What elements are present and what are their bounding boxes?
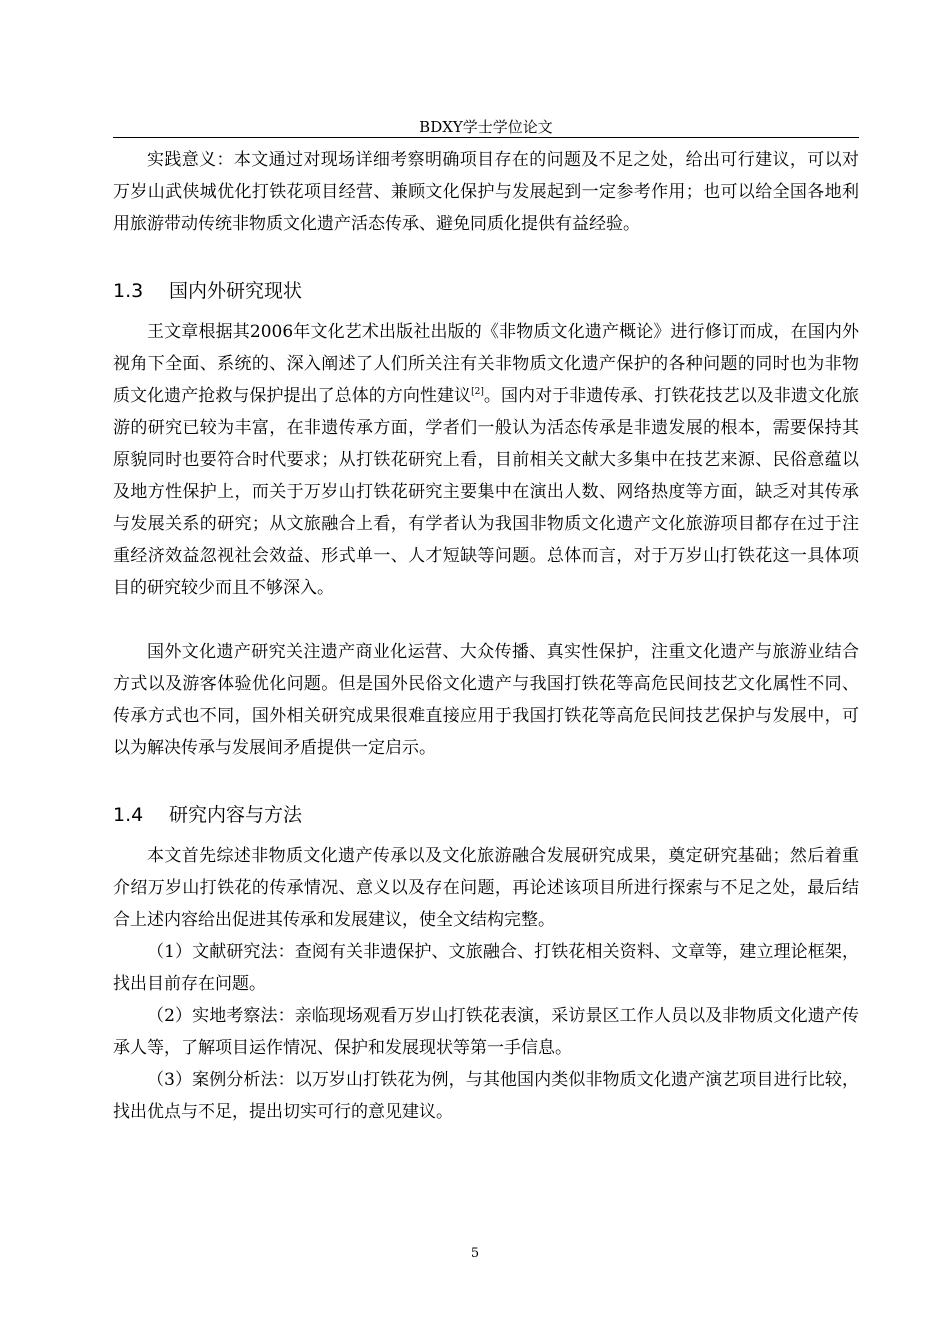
domestic-research-paragraph [113, 316, 859, 604]
method-fieldwork: （2）实地考察法：亲临现场观看万岁山打铁花表演，采访景区工作人员以及非物质文化遗产传承人等，了解项目运作情况、保护和发展现状等第一手信息。 [113, 1006, 859, 1058]
citation-ref: [2] [471, 387, 484, 397]
section-heading-1-3 [113, 278, 302, 304]
content-paragraph: 本文首先综述非物质文化遗产传承以及文化旅游融合发展研究成果，奠定研究基础；然后着重介绍万岁山打铁花的传承情况、意义以及存在问题，再论述该项目所进行探索与不足之处，最后结合上述内容给出促进其传承和发展建议，使全文结构完整。 [113, 846, 859, 930]
method-literature: （1）文献研究法：查阅有关非遗保护、文旅融合、打铁花相关资料、文章等，建立理论框架，找出目前存在问题。 [113, 942, 859, 994]
page-number: 5 [470, 1246, 480, 1261]
method-case-study: （3）案例分析法：以万岁山打铁花为例，与其他国内类似非物质文化遗产演艺项目进行比较，找出优点与不足，提出切实可行的意见建议。 [113, 1070, 859, 1122]
running-header: BDXY学士学位论文 [419, 118, 553, 136]
section-title: 国内外研究现状 [169, 280, 303, 302]
section-title: 研究内容与方法 [169, 804, 303, 826]
practice-paragraph: 实践意义：本文通过对现场详细考察明确项目存在的问题及不足之处，给出可行建议，可以对万岁山武侠城优化打铁花项目经营、兼顾文化保护与发展起到一定参考作用；也可以给全国各地利用旅游带动传统非物质文化遗产活态传承、避免同质化提供有益经验。 [113, 150, 859, 234]
foreign-research-paragraph: 国外文化遗产研究关注遗产商业化运营、大众传播、真实性保护，注重文化遗产与旅游业结合方式以及游客体验优化问题。但是国外民俗文化遗产与我国打铁花等高危民间技艺文化属性不同、传承方式也不同，国外相关研究成果很难直接应用于我国打铁花等高危民间技艺保护与发展中，可以为解决传承与发展间矛盾提供一定启示。 [113, 642, 859, 758]
section-number: 1.3 [113, 280, 144, 302]
domestic-text-b: 。国内对于非遗传承、打铁花技艺以及非遗文化旅游的研究已较为丰富，在非遗传承方面，学者们一般认为活态传承是非遗发展的根本，需要保持其原貌同时也要符合时代要求；从打铁花研究上看，目前相关文献大多集中在技艺来源、民俗意蕴以及地方性保护上，而关于万岁山打铁花研究主要集中在演出人数、网络热度等方面，缺乏对其传承与发展关系的研究；从文旅融合上看，有学者认为我国非物质文化遗产文化旅游项目都存在过于注重经济效益忽视社会效益、形式单一、人才短缺等问题。总体而言，对于万岁山打铁花这一具体项目的研究较少而且不够深入。 [113, 386, 860, 598]
section-heading-1-4 [113, 802, 302, 828]
domestic-text-a: 王文章根据其2006年文化艺术出版社出版的《非物质文化遗产概论》进行修订而成，在国内外视角下全面、系统的、深入阐述了人们所关注有关非物质文化遗产保护的各种问题的同时也为非物质文化遗产抢救与保护提出了总体的方向性建议 [113, 322, 859, 406]
section-number: 1.4 [113, 804, 144, 826]
header-rule [113, 137, 859, 138]
